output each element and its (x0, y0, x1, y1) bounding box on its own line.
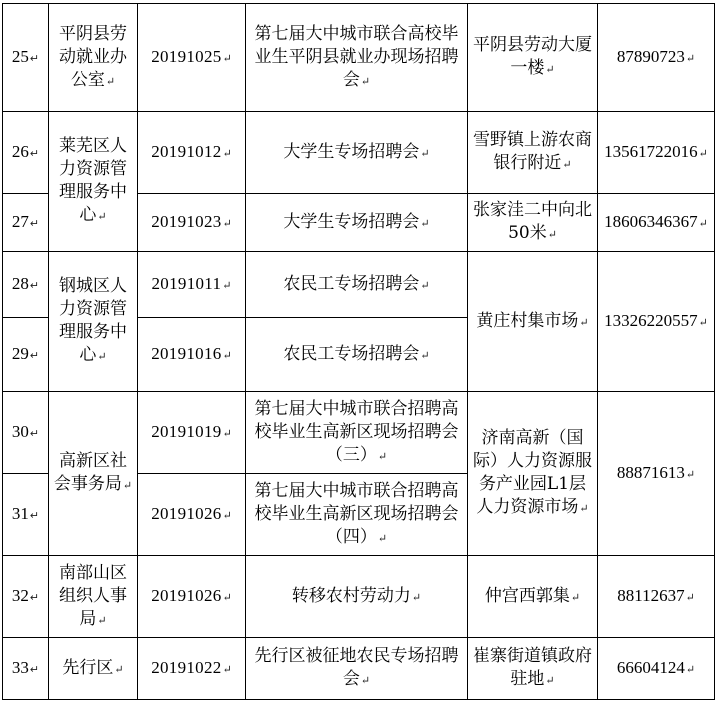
organizer-cell: 南部山区组织人事局↵ (49, 556, 138, 638)
phone-cell: 87890723↵ (598, 4, 715, 112)
event-name-cell: 农民工专场招聘会↵ (246, 318, 468, 392)
row-number: 33↵ (3, 638, 49, 700)
date-cell: 20191025↵ (138, 4, 246, 112)
row-number: 31↵ (3, 474, 49, 556)
table-row (3, 392, 715, 474)
row-number: 25↵ (3, 4, 49, 112)
date-cell: 20191026↵ (138, 474, 246, 556)
location-cell: 仲宫西郭集↵ (468, 556, 598, 638)
table-row (3, 252, 715, 318)
date-cell: 20191012↵ (138, 112, 246, 194)
event-name-cell: 先行区被征地农民专场招聘会↵ (246, 638, 468, 700)
row-number: 26↵ (3, 112, 49, 194)
event-name-cell: 农民工专场招聘会↵ (246, 252, 468, 318)
table-row (3, 4, 715, 112)
row-number: 32↵ (3, 556, 49, 638)
event-name-cell: 大学生专场招聘会↵ (246, 194, 468, 252)
location-cell: 济南高新（国际）人力资源服务产业园L1层人力资源市场↵ (468, 392, 598, 556)
organizer-cell: 高新区社会事务局↵ (49, 392, 138, 556)
organizer-cell: 钢城区人力资源管理服务中心↵ (49, 252, 138, 392)
date-cell: 20191011↵ (138, 252, 246, 318)
location-cell: 崔寨街道镇政府驻地↵ (468, 638, 598, 700)
date-cell: 20191022↵ (138, 638, 246, 700)
location-cell: 张家洼二中向北50米↵ (468, 194, 598, 252)
date-cell: 20191016↵ (138, 318, 246, 392)
phone-cell: 13326220557↵ (598, 252, 715, 392)
phone-cell: 18606346367↵ (598, 194, 715, 252)
job-fair-table (2, 3, 715, 700)
date-cell: 20191023↵ (138, 194, 246, 252)
location-cell: 黄庄村集市场↵ (468, 252, 598, 392)
date-cell: 20191026↵ (138, 556, 246, 638)
event-name-cell: 第七届大中城市联合招聘高校毕业生高新区现场招聘会（三）↵ (246, 392, 468, 474)
row-number: 29↵ (3, 318, 49, 392)
row-number: 27↵ (3, 194, 49, 252)
row-number: 28↵ (3, 252, 49, 318)
table-row (3, 112, 715, 194)
row-number: 30↵ (3, 392, 49, 474)
table-row (3, 638, 715, 700)
organizer-cell: 平阴县劳动就业办公室↵ (49, 4, 138, 112)
phone-cell: 13561722016↵ (598, 112, 715, 194)
organizer-cell: 莱芜区人力资源管理服务中心↵ (49, 112, 138, 252)
event-name-cell: 第七届大中城市联合招聘高校毕业生高新区现场招聘会（四）↵ (246, 474, 468, 556)
event-name-cell: 第七届大中城市联合高校毕业生平阴县就业办现场招聘会↵ (246, 4, 468, 112)
event-name-cell: 大学生专场招聘会↵ (246, 112, 468, 194)
organizer-cell: 先行区↵ (49, 638, 138, 700)
event-name-cell: 转移农村劳动力↵ (246, 556, 468, 638)
phone-cell: 88871613↵ (598, 392, 715, 556)
phone-cell: 88112637↵ (598, 556, 715, 638)
date-cell: 20191019↵ (138, 392, 246, 474)
location-cell: 雪野镇上游农商银行附近↵ (468, 112, 598, 194)
phone-cell: 66604124↵ (598, 638, 715, 700)
table-row (3, 556, 715, 638)
location-cell: 平阴县劳动大厦一楼↵ (468, 4, 598, 112)
